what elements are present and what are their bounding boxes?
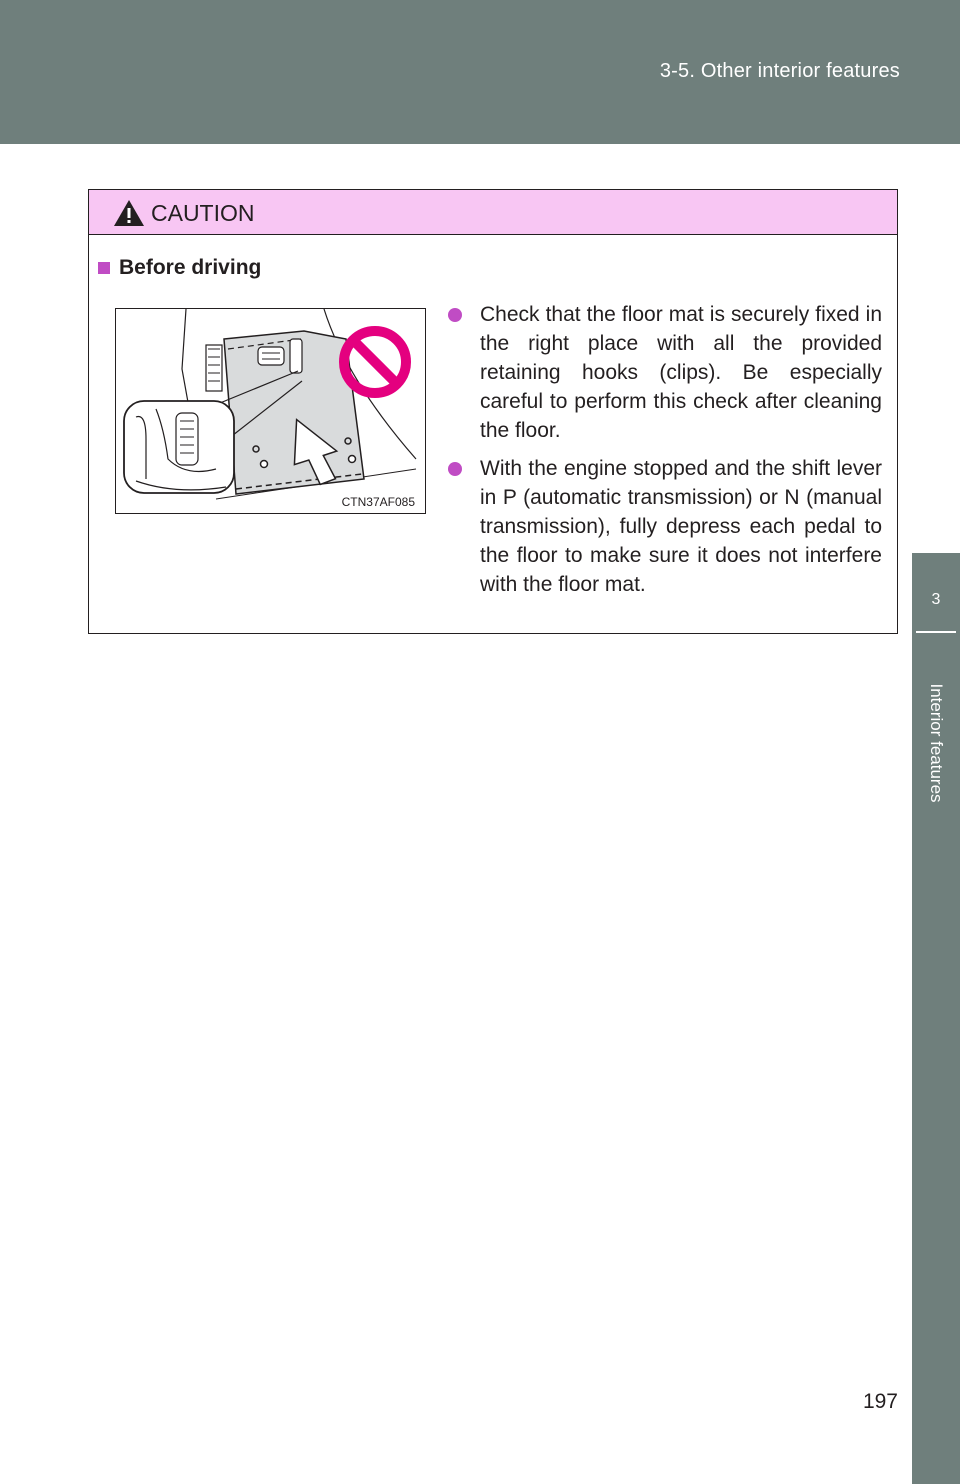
caution-bullet-list xyxy=(434,300,882,608)
chapter-side-tab xyxy=(912,553,960,1484)
caution-title: CAUTION xyxy=(151,200,255,226)
side-tab-divider xyxy=(916,631,956,633)
section-heading xyxy=(98,256,261,280)
section-title: 3-5. Other interior features xyxy=(659,60,900,82)
floor-mat-illustration xyxy=(115,308,426,514)
round-bullet-icon xyxy=(448,462,462,476)
prohibition-icon xyxy=(344,331,406,393)
caution-header xyxy=(89,190,897,235)
round-bullet-icon xyxy=(448,308,462,322)
page-number: 197 xyxy=(862,1390,898,1413)
caution-box xyxy=(88,189,898,634)
chapter-number: 3 xyxy=(931,591,941,608)
page-header xyxy=(0,0,960,144)
floor-mat-drawing xyxy=(116,309,425,513)
list-item xyxy=(434,454,882,599)
list-item xyxy=(434,300,882,445)
bullet-text: Check that the floor mat is securely fixed in the right place with all the provided retaining hooks (clips). Be especially careful to perform this check after cleaning the floor. xyxy=(480,303,882,442)
figure-code: CTN37AF085 xyxy=(341,495,415,509)
square-bullet-icon xyxy=(98,262,110,274)
bullet-text: With the engine stopped and the shift lever in P (automatic transmission) or N (manual transmission), fully depress each pedal to the floor to make sure it does not interfere with the floor mat. xyxy=(480,457,882,596)
chapter-title: Interior features xyxy=(927,683,946,803)
section-heading-text: Before driving xyxy=(119,256,262,279)
warning-triangle-icon xyxy=(113,199,145,227)
